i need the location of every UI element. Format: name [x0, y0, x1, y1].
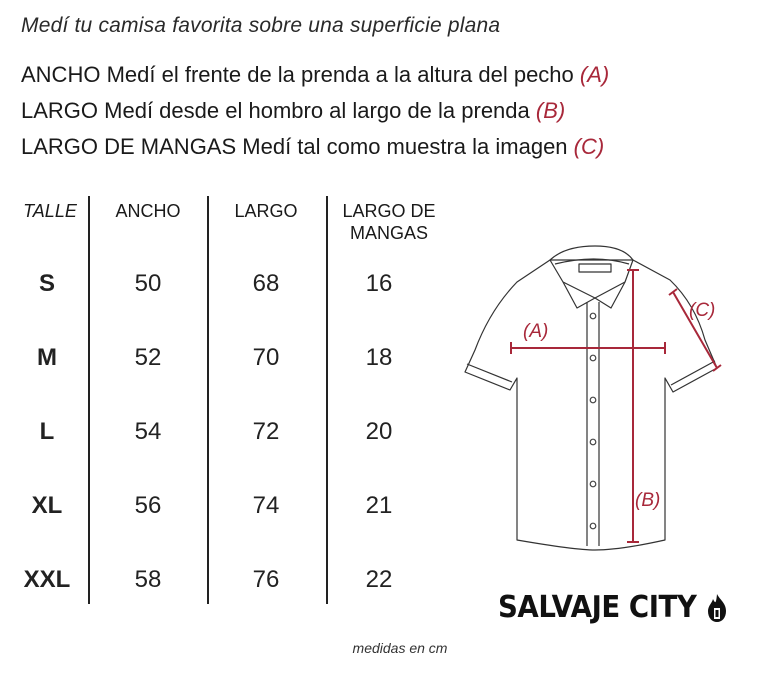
- cell-mangas: 18: [365, 344, 393, 371]
- definition-ancho: [21, 62, 609, 88]
- column-divider: [88, 196, 90, 604]
- definition-text: Medí el frente de la prenda a la altura del pecho: [106, 62, 574, 87]
- definition-term: ANCHO: [21, 62, 101, 87]
- header-mangas-line1: LARGO DE: [342, 201, 436, 221]
- shirt-collar-points: [563, 282, 625, 308]
- cell-talle: XL: [31, 492, 63, 519]
- intro-text: Medí tu camisa favorita sobre una superficie plana: [21, 14, 501, 37]
- definition-text: Medí tal como muestra la imagen: [242, 134, 568, 159]
- label-c: (C): [689, 300, 716, 321]
- cell-ancho: 50: [134, 270, 162, 297]
- units-note: medidas en cm: [352, 640, 448, 656]
- label-b: (B): [635, 490, 661, 511]
- cell-largo: 76: [252, 566, 280, 593]
- column-divider: [326, 196, 328, 604]
- column-divider: [207, 196, 209, 604]
- shirt-button: [590, 355, 596, 361]
- cell-talle: L: [39, 418, 55, 445]
- cell-talle: XXL: [23, 566, 71, 593]
- cell-ancho: 52: [134, 344, 162, 371]
- definition-term: LARGO DE MANGAS: [21, 134, 237, 159]
- cell-ancho: 54: [134, 418, 162, 445]
- shirt-diagram: [455, 240, 730, 555]
- shirt-button: [590, 397, 596, 403]
- brand-logo: [498, 590, 728, 625]
- definition-largo: [21, 98, 565, 124]
- shirt-button: [590, 523, 596, 529]
- header-mangas: [330, 200, 448, 244]
- cell-mangas: 21: [365, 492, 393, 519]
- cell-mangas: 22: [365, 566, 393, 593]
- header-talle: TALLE: [23, 201, 77, 221]
- shirt-tag: [579, 264, 611, 272]
- header-largo: LARGO: [234, 201, 298, 221]
- shirt-placket: [587, 302, 599, 546]
- cell-largo: 70: [252, 344, 280, 371]
- shirt-button: [590, 481, 596, 487]
- definition-text: Medí desde el hombro al largo de la prenda: [104, 98, 530, 123]
- measure-line-a: [511, 342, 665, 354]
- header-mangas-line2: MANGAS: [349, 223, 428, 243]
- cell-ancho: 58: [134, 566, 162, 593]
- definition-term: LARGO: [21, 98, 99, 123]
- size-table: [0, 196, 460, 606]
- cell-mangas: 20: [365, 418, 393, 445]
- definition-largo-mangas: [21, 134, 604, 160]
- brand-name: SALVAJE CITY: [498, 590, 697, 625]
- cell-largo: 68: [252, 270, 280, 297]
- shirt-button: [590, 313, 596, 319]
- label-a: (A): [523, 321, 549, 342]
- shirt-sleeve-hem-left: [467, 364, 512, 382]
- cell-largo: 74: [252, 492, 280, 519]
- definition-mark: (C): [573, 134, 605, 159]
- cell-talle: S: [38, 270, 55, 297]
- cell-mangas: 16: [365, 270, 393, 297]
- flame-icon: [706, 593, 728, 623]
- definition-mark: (B): [535, 98, 566, 123]
- cell-ancho: 56: [134, 492, 162, 519]
- header-ancho: ANCHO: [115, 201, 181, 221]
- cell-talle: M: [37, 344, 57, 371]
- cell-largo: 72: [252, 418, 280, 445]
- shirt-button: [590, 439, 596, 445]
- definition-mark: (A): [579, 62, 610, 87]
